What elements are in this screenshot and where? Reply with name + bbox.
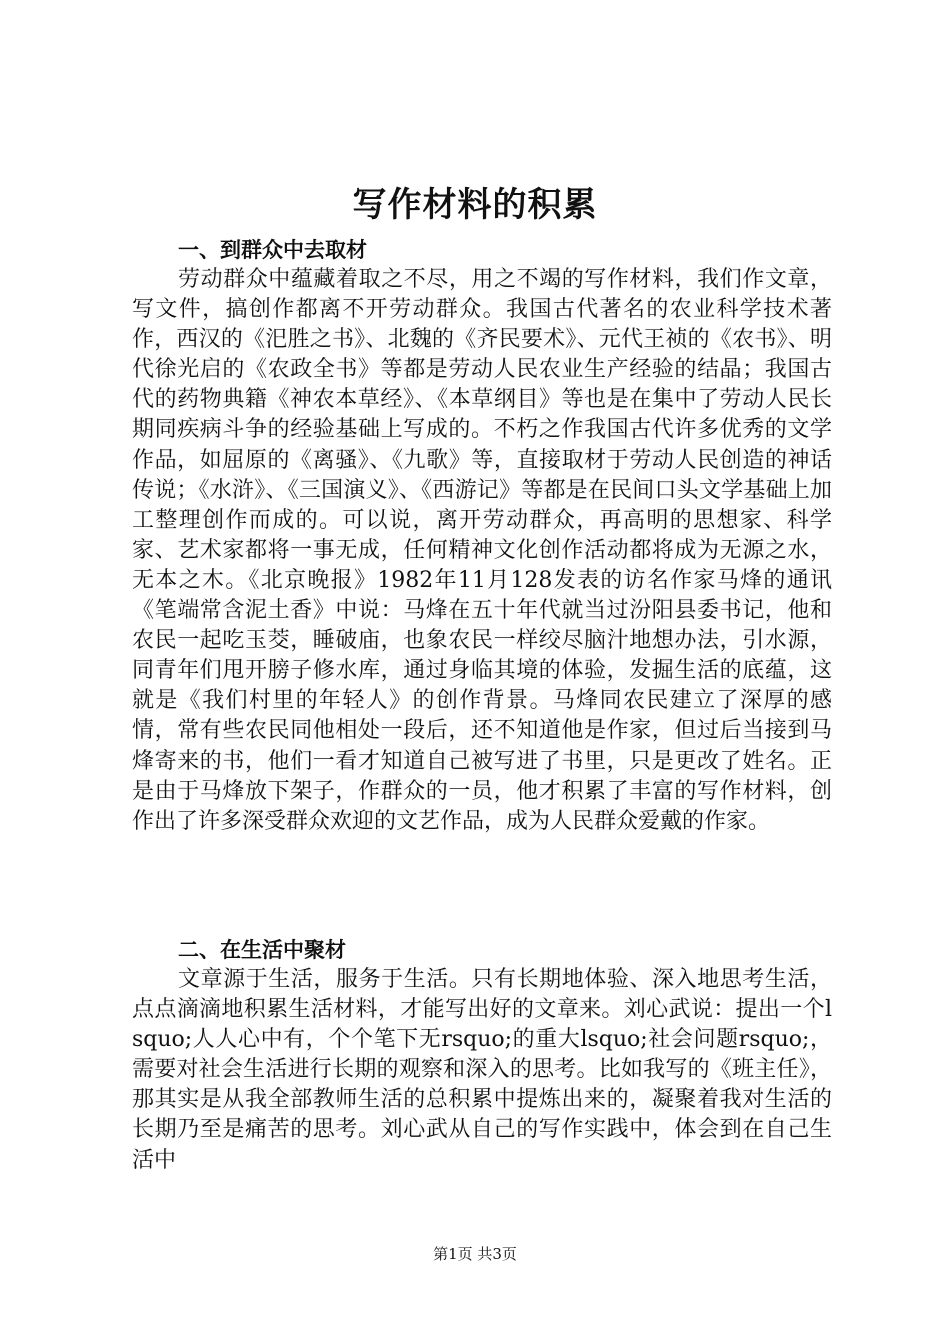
section-heading: 二、在生活中聚材 <box>178 938 346 962</box>
section-paragraph: 劳动群众中蕴藏着取之不尽，用之不竭的写作材料，我们作文章，写文件，搞创作都离不开劳动群众。我国古代著名的农业科学技术著作，西汉的《汜胜之书》、北魏的《齐民要术》、元代王祯的《农书》、明代徐光启的《农政全书》等都是劳动人民农业生产经验的结晶；我国古代的药物典籍《神农本草经》、《本草纲目》等也是在集中了劳动人民长期同疾病斗争的经验基础上写成的。不朽之作我国古代许多优秀的文学作品，如屈原的《离骚》、《九歌》等，直接取材于劳动人民创造的神话传说；《水浒》、《三国演义》、《西游记》等都是在民间口头文学基础上加工整理创作而成的。可以说，离开劳动群众，再高明的思想家、科学家、艺术家都将一事无成，任何精神文化创作活动都将成为无源之水，无本之木。《北京晚报》1982年11月128发表的访名作家马烽的通讯《笔端常含泥土香》中说：马烽在五十年代就当过汾阳县委书记，他和农民一起吃玉茭，睡破庙，也象农民一样绞尽脑汁地想办法，引水源，同青年们甩开膀子修水库，通过身临其境的体验，发掘生活的底蕴，这就是《我们村里的年轻人》的创作背景。马烽同农民建立了深厚的感情，常有些农民同他相处一段后，还不知道他是作家，但过后当接到马烽寄来的书，他们一看才知道自己被写进了书里，只是更改了姓名。正是由于马烽放下架子，作群众的一员，他才积累了丰富的写作材料，创作出了许多深受群众欢迎的文艺作品，成为人民群众爱戴的作家。 <box>132 267 832 834</box>
section-paragraph: 文章源于生活，服务于生活。只有长期地体验、深入地思考生活，点点滴滴地积累生活材料，才能写出好的文章来。刘心武说：提出一个lsquo;人人心中有，个个笔下无rsquo;的重大lsquo;社会问题rsquo;，需要对社会生活进行长期的观察和深入的思考。比如我写的《班主任》，那其实是从我全部教师生活的总积累中提炼出来的，凝聚着我对生活的长期乃至是痛苦的思考。刘心武从自己的写作实践中，体会到在自己生活中 <box>132 967 832 1173</box>
page-number: 第1页 共3页 <box>433 1245 517 1263</box>
document-title: 写作材料的积累 <box>352 185 598 225</box>
section-2 <box>132 935 832 1176</box>
section-1 <box>132 235 832 837</box>
section-heading: 一、到群众中去取材 <box>178 238 367 262</box>
